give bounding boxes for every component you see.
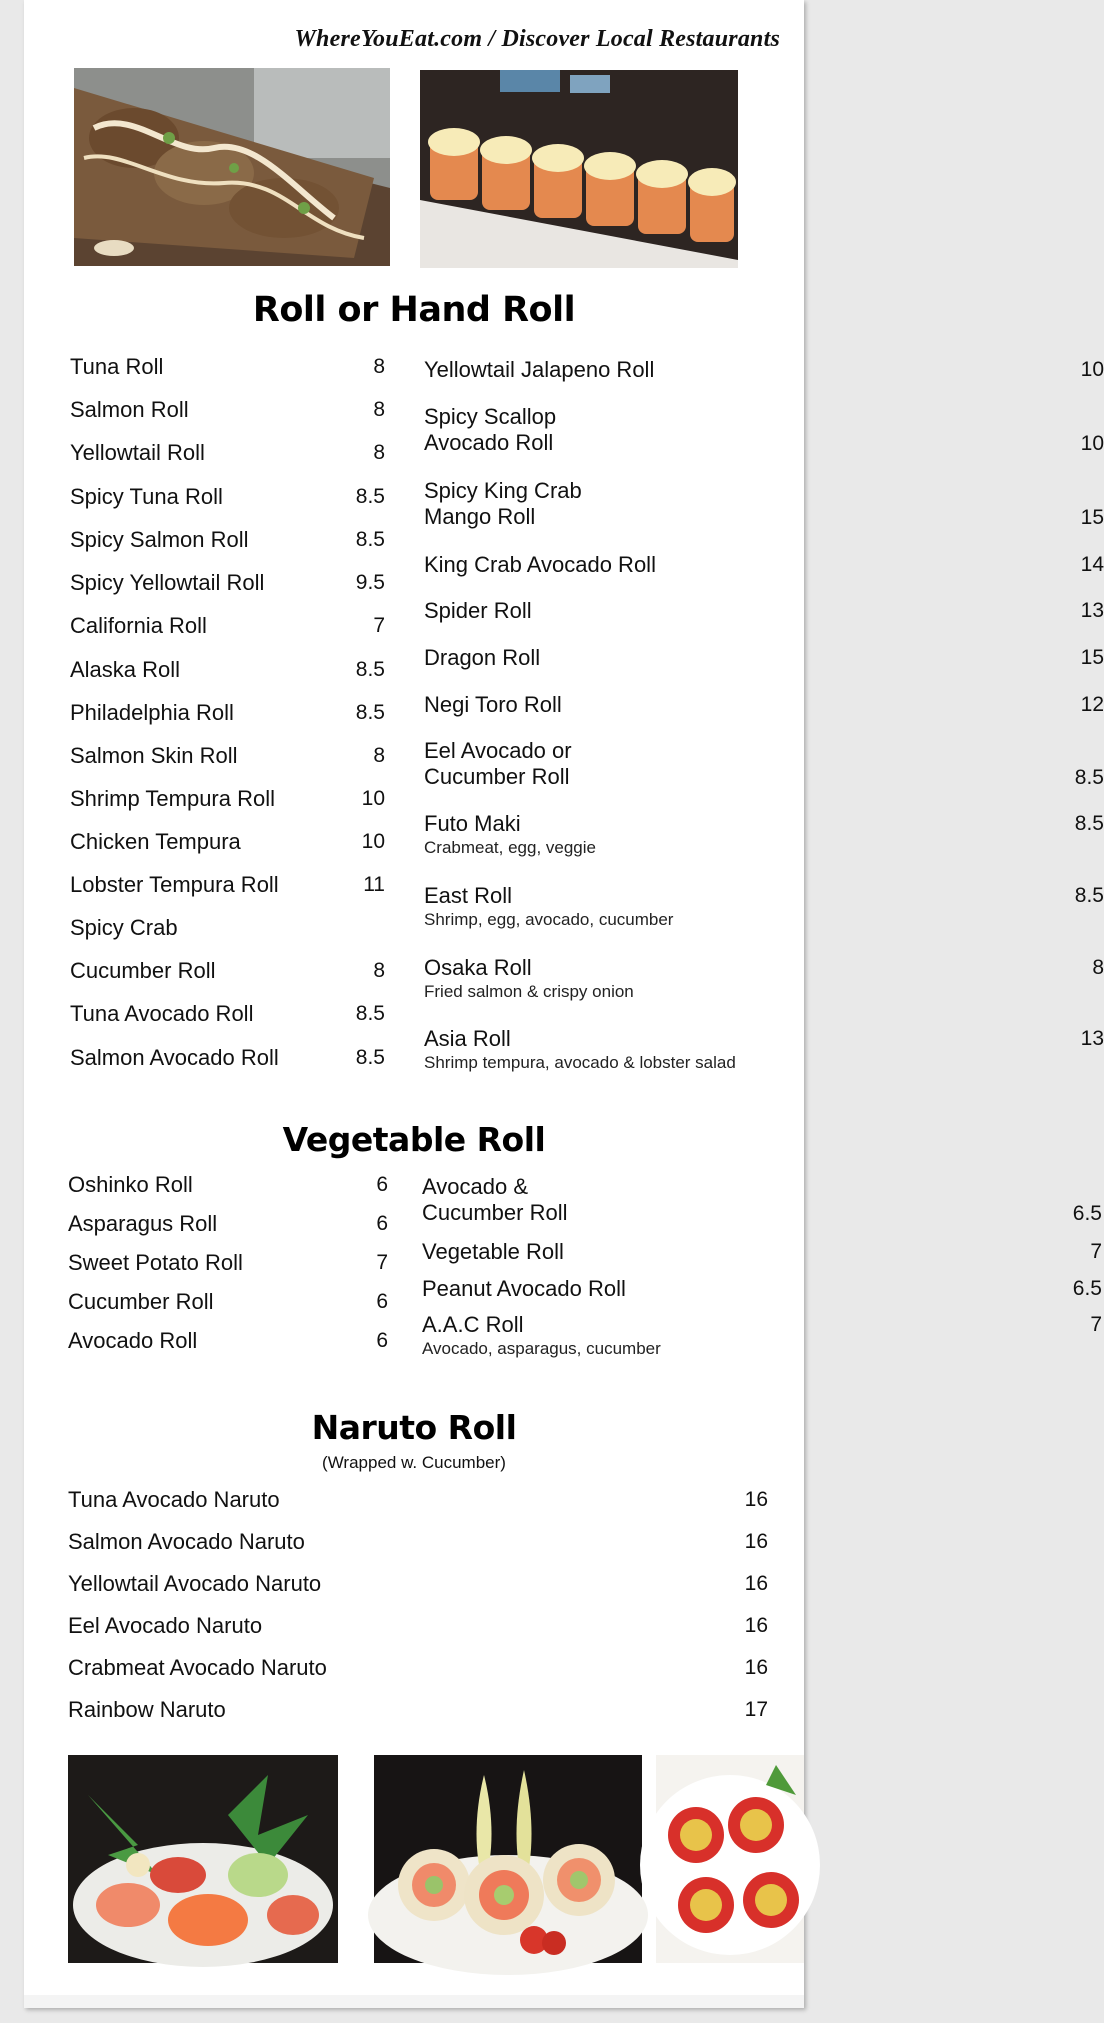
menu-item: Yellowtail Avocado Naruto 16: [68, 1571, 768, 1596]
menu-item: King Crab Avocado Roll 14: [424, 552, 1104, 577]
menu-item: Eel Avocado Naruto 16: [68, 1613, 768, 1638]
menu-item: Salmon Roll 8: [70, 397, 385, 422]
rainbow-naruto-photo: [656, 1755, 804, 1963]
menu-item: Dragon Roll 15: [424, 645, 1104, 670]
menu-item: Spicy Salmon Roll 8.5: [70, 527, 385, 552]
menu-item: Cucumber Roll 6: [68, 1289, 388, 1314]
menu-item: Tuna Avocado Roll 8.5: [70, 1001, 385, 1026]
menu-item: Lobster Tempura Roll 11: [70, 872, 385, 897]
menu-item: Spicy Crab: [70, 915, 178, 940]
menu-item: Asparagus Roll 6: [68, 1211, 388, 1236]
menu-item: Asia Roll Shrimp tempura, avocado & lobster salad 13: [424, 1026, 1104, 1072]
menu-item: Chicken Tempura 10: [70, 829, 385, 854]
menu-item: Osaka Roll Fried salmon & crispy onion 8: [424, 955, 1104, 1001]
menu-item: Crabmeat Avocado Naruto 16: [68, 1655, 768, 1680]
menu-item: Tuna Avocado Naruto 16: [68, 1487, 768, 1512]
menu-item: Yellowtail Jalapeno Roll 10: [424, 357, 1104, 382]
roll-section-title: Roll or Hand Roll: [252, 290, 576, 330]
menu-item: Salmon Avocado Naruto 16: [68, 1529, 768, 1554]
menu-item: Rainbow Naruto 17: [68, 1697, 768, 1722]
menu-item: Sweet Potato Roll 7: [68, 1250, 388, 1275]
menu-item: California Roll 7: [70, 613, 385, 638]
menu-item: Eel Avocado or Cucumber Roll 8.5: [424, 738, 1104, 789]
menu-item: Spicy Tuna Roll 8.5: [70, 484, 385, 509]
menu-item: Spicy Scallop Avocado Roll 10: [424, 404, 1104, 455]
menu-item: Spicy Yellowtail Roll 9.5: [70, 570, 385, 595]
naruto-roll-photo: [374, 1755, 642, 1963]
menu-item: Spider Roll 13: [424, 598, 1104, 623]
watermark: WhereYouEat.com / Discover Local Restaurants: [294, 26, 780, 52]
menu-item: East Roll Shrimp, egg, avocado, cucumber 8.5: [424, 883, 1104, 929]
naruto-subtitle: (Wrapped w. Cucumber): [322, 1453, 506, 1472]
menu-item: Salmon Skin Roll 8: [70, 743, 385, 768]
page-bottom-edge: [24, 1995, 804, 2008]
menu-item: Salmon Avocado Roll 8.5: [70, 1045, 385, 1070]
crunchy-roll-photo: [420, 70, 738, 268]
menu-item: Negi Toro Roll 12: [424, 692, 1104, 717]
menu-item: Cucumber Roll 8: [70, 958, 385, 983]
menu-item: Futo Maki Crabmeat, egg, veggie 8.5: [424, 811, 1104, 857]
menu-item: Shrimp Tempura Roll 10: [70, 786, 385, 811]
vegetable-section-title: Vegetable Roll: [282, 1120, 546, 1159]
menu-item: Yellowtail Roll 8: [70, 440, 385, 465]
naruto-section-title: Naruto Roll: [311, 1408, 517, 1447]
menu-item: Avocado Roll 6: [68, 1328, 388, 1353]
menu-page: [24, 0, 1104, 2008]
menu-item: A.A.C Roll Avocado, asparagus, cucumber 7: [422, 1312, 1102, 1358]
menu-item: Vegetable Roll 7: [422, 1239, 1102, 1264]
menu-item: Oshinko Roll 6: [68, 1172, 388, 1197]
menu-item: Tuna Roll 8: [70, 354, 385, 379]
menu-item: Peanut Avocado Roll 6.5: [422, 1276, 1102, 1301]
spicy-roll-photo: [74, 68, 390, 266]
menu-item: Spicy King Crab Mango Roll 15: [424, 478, 1104, 529]
sashimi-platter-photo: [68, 1755, 338, 1963]
menu-item: Alaska Roll 8.5: [70, 657, 385, 682]
menu-item: Philadelphia Roll 8.5: [70, 700, 385, 725]
menu-item: Avocado & Cucumber Roll 6.5: [422, 1174, 1102, 1225]
